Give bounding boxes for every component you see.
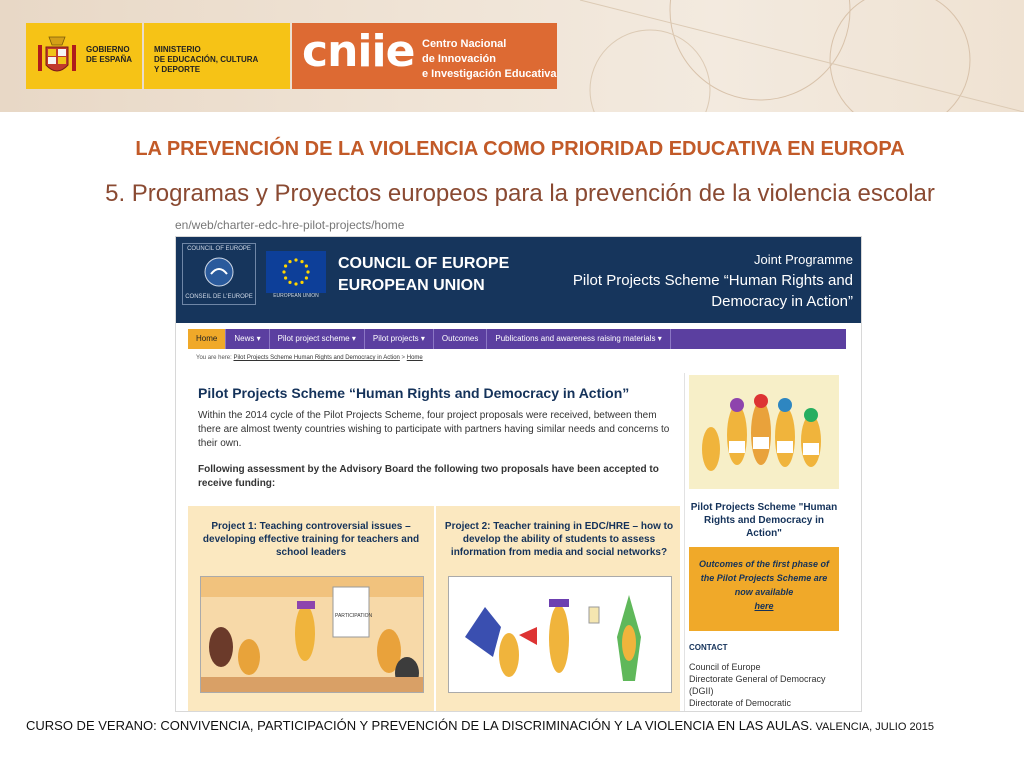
- jp-line1: Joint Programme: [754, 252, 853, 267]
- project-2-illustration: [448, 576, 672, 693]
- slide-title: LA PREVENCIÓN DE LA VIOLENCIA COMO PRIORIDAD EDUCATIVA EN EUROPA: [135, 138, 905, 160]
- eu-label: EUROPEAN UNION: [273, 293, 319, 299]
- nav-publications[interactable]: Publications and awareness raising materials ▾: [487, 329, 670, 349]
- min-line2: DE EDUCACIÓN, CULTURA: [154, 55, 259, 64]
- sidebar-title[interactable]: Pilot Projects Scheme "Human Rights and Democracy in Action": [690, 502, 838, 539]
- site-header: [176, 237, 862, 323]
- eu-flag-icon: [266, 251, 326, 293]
- project-1-illustration: [200, 576, 424, 693]
- outcomes-link[interactable]: here: [754, 601, 774, 611]
- project-2-title[interactable]: Project 2: Teacher training in EDC/HRE – how to develop the ability of students to assess information from media and social networks?: [444, 521, 674, 558]
- assessment-text: Following assessment by the Advisory Board the following two proposals have been accepted to receive funding:: [198, 464, 659, 489]
- slide-footer: [26, 718, 934, 733]
- nav-outcomes[interactable]: Outcomes: [434, 329, 487, 349]
- cniie-line3: e Investigación Educativa: [422, 68, 557, 80]
- crumb-link-home[interactable]: Home: [406, 355, 423, 361]
- cniie-wordmark: cniie: [302, 26, 415, 77]
- jp-line3: Democracy in Action”: [711, 293, 853, 310]
- breadcrumb: [196, 355, 423, 361]
- org-line2: EUROPEAN UNION: [338, 277, 485, 294]
- header-banner: [0, 0, 1024, 112]
- cniie-line1: Centro Nacional: [422, 38, 507, 50]
- sidebar: [684, 373, 849, 712]
- nav-pilot-project-scheme[interactable]: Pilot project scheme ▾: [270, 329, 365, 349]
- sidebar-illustration: [689, 375, 839, 489]
- crumb-link-scheme[interactable]: Pilot Projects Scheme Human Rights and Democracy in Action: [233, 355, 400, 361]
- jp-line2: Pilot Projects Scheme “Human Rights and: [572, 272, 853, 289]
- footer-main: CURSO DE VERANO: CONVIVENCIA, PARTICIPACIÓN Y PREVENCIÓN DE LA DISCRIMINACIÓN Y LA VIOLENCIA EN LAS AULAS.: [26, 718, 813, 733]
- coe-top-text: COUNCIL OF EUROPE: [187, 246, 251, 252]
- crumb-separator: >: [399, 355, 407, 361]
- project-2-card[interactable]: [436, 506, 680, 712]
- contact-line: (DGII): [689, 686, 714, 696]
- gov-line2: DE ESPAÑA: [86, 55, 133, 64]
- nav-pilot-projects[interactable]: Pilot projects ▾: [365, 329, 434, 349]
- nav-home[interactable]: Home: [188, 329, 226, 349]
- slide-subtitle: 5. Programas y Proyectos europeos para la prevención de la violencia escolar: [105, 180, 935, 207]
- page-title: Pilot Projects Scheme “Human Rights and Democracy in Action”: [198, 385, 630, 401]
- footer-location: VALENCIA, JULIO 2015: [812, 721, 934, 733]
- org-line1: COUNCIL OF EUROPE: [338, 255, 510, 272]
- contact-address: [689, 661, 826, 709]
- council-of-europe-logo: [182, 243, 256, 305]
- project-1-title[interactable]: Project 1: Teaching controversial issues – developing effective training for teachers and school leaders: [202, 521, 420, 558]
- crumb-prefix: You are here:: [196, 355, 232, 361]
- cniie-logo: [292, 23, 557, 89]
- site-nav: [188, 329, 846, 349]
- project-1-card[interactable]: [188, 506, 434, 712]
- contact-line: Council of Europe: [689, 662, 761, 672]
- ministerio-logo: [144, 23, 290, 89]
- min-line1: MINISTERIO: [154, 45, 201, 54]
- nav-news[interactable]: News ▾: [226, 329, 269, 349]
- coe-bottom-text: CONSEIL DE L'EUROPE: [185, 294, 253, 300]
- main-content: [188, 373, 680, 712]
- contact-label: CONTACT: [689, 643, 728, 652]
- gov-line1: GOBIERNO: [86, 45, 130, 54]
- intro-text: Within the 2014 cycle of the Pilot Projects Scheme, four project proposals were received, between them there are almost twenty countries wishing to participate with partners having similar needs and concerns to their own.: [198, 410, 670, 449]
- contact-line: Directorate General of Democracy: [689, 674, 826, 684]
- coe-emblem-icon: [203, 256, 235, 288]
- contact-line: Directorate of Democratic: [689, 698, 792, 708]
- gobierno-logo: [26, 23, 142, 89]
- embedded-url: en/web/charter-edc-hre-pilot-projects/home: [175, 218, 405, 232]
- organisation-name: [338, 253, 509, 297]
- spain-crest-icon: [34, 31, 80, 81]
- min-line3: Y DEPORTE: [154, 65, 201, 74]
- cniie-line2: de Innovación: [422, 53, 496, 65]
- participation-board-text: PARTICIPATION: [335, 613, 373, 619]
- outcomes-text: Outcomes of the first phase of the Pilot Projects Scheme are now available: [698, 559, 830, 597]
- joint-programme-title: [573, 249, 853, 312]
- website-screenshot: [175, 236, 862, 712]
- outcomes-box: [689, 547, 839, 631]
